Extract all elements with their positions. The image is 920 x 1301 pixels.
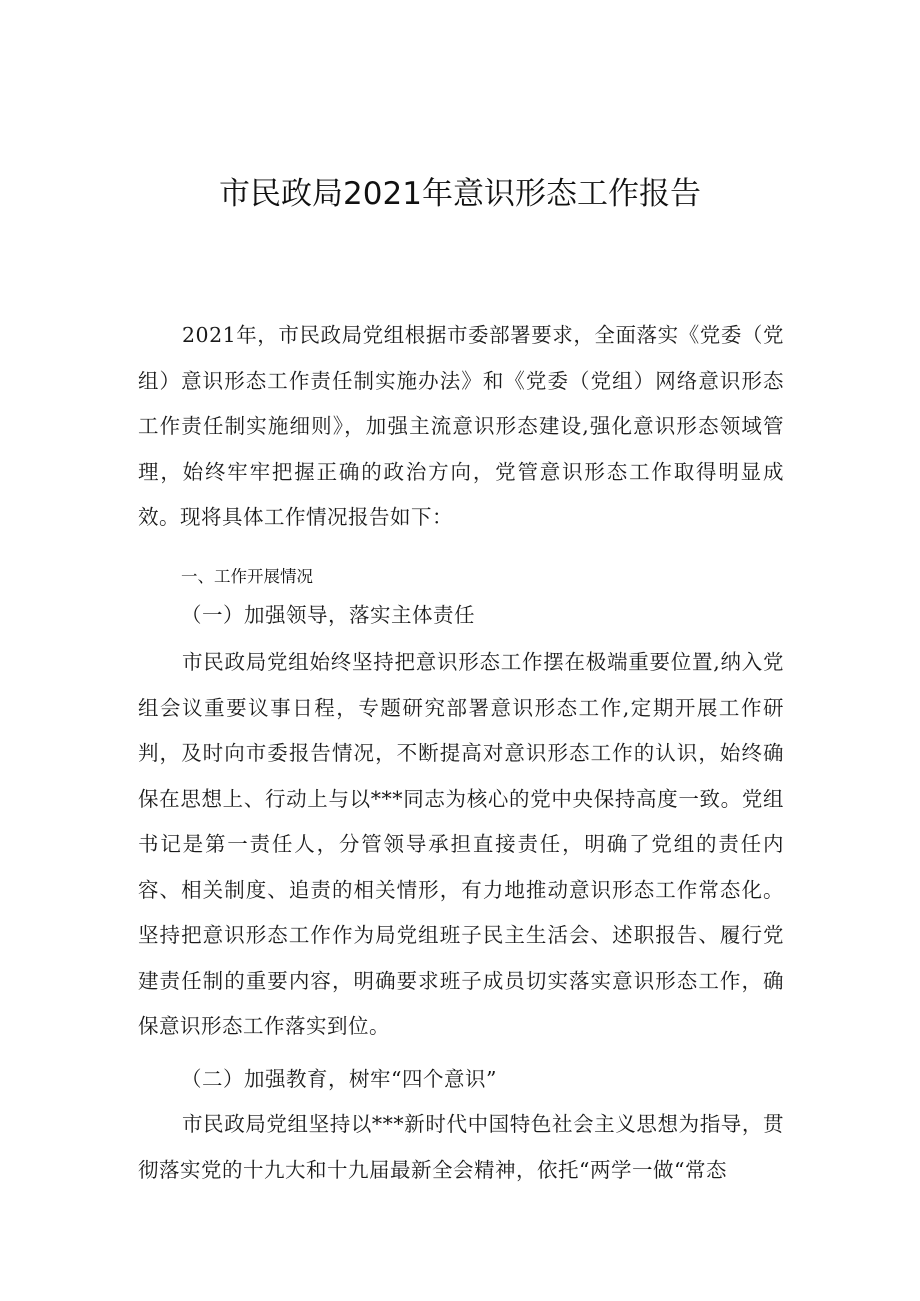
subsection-heading-2: （二）加强教育，树牢“四个意识” — [181, 1067, 497, 1091]
subsection-heading-1: （一）加强领导，落实主体责任 — [181, 603, 475, 627]
subsection-1-paragraph: 市民政局党组始终坚持把意识形态工作摆在极端重要位置,纳入党组会议重要议事日程，专题研究部署意识形态工作,定期开展工作研判，及时向市委报告情况，不断提高对意识形态工作的认识，始终确保在思想上、行动上与以***同志为核心的党中央保持高度一致。党组书记是第一责任人，分管领导承担直接责任，明确了党组的责任内容、相关制度、追责的相关情形，有力地推动意识形态工作常态化。坚持把意识形态工作作为局党组班子民主生活会、述职报告、履行党建责任制的重要内容，明确要求班子成员切实落实意识形态工作，确保意识形态工作落实到位。 — [138, 650, 784, 1038]
document-title: 市民政局2021年意识形态工作报告 — [219, 176, 701, 212]
intro-paragraph: 2021年，市民政局党组根据市委部署要求，全面落实《党委（党组）意识形态工作责任制实施办法》和《党委（党组）网络意识形态工作责任制实施细则》，加强主流意识形态建设,强化意识形态领域管理，始终牢牢把握正确的政治方向，党管意识形态工作取得明显成效。现将具体工作情况报告如下： — [138, 323, 784, 529]
subsection-2-paragraph: 市民政局党组坚持以***新时代中国特色社会主义思想为指导，贯彻落实党的十九大和十九届最新全会精神，依托“两学一做“常态 — [138, 1112, 784, 1182]
section-heading-1: 一、工作开展情况 — [181, 567, 313, 586]
